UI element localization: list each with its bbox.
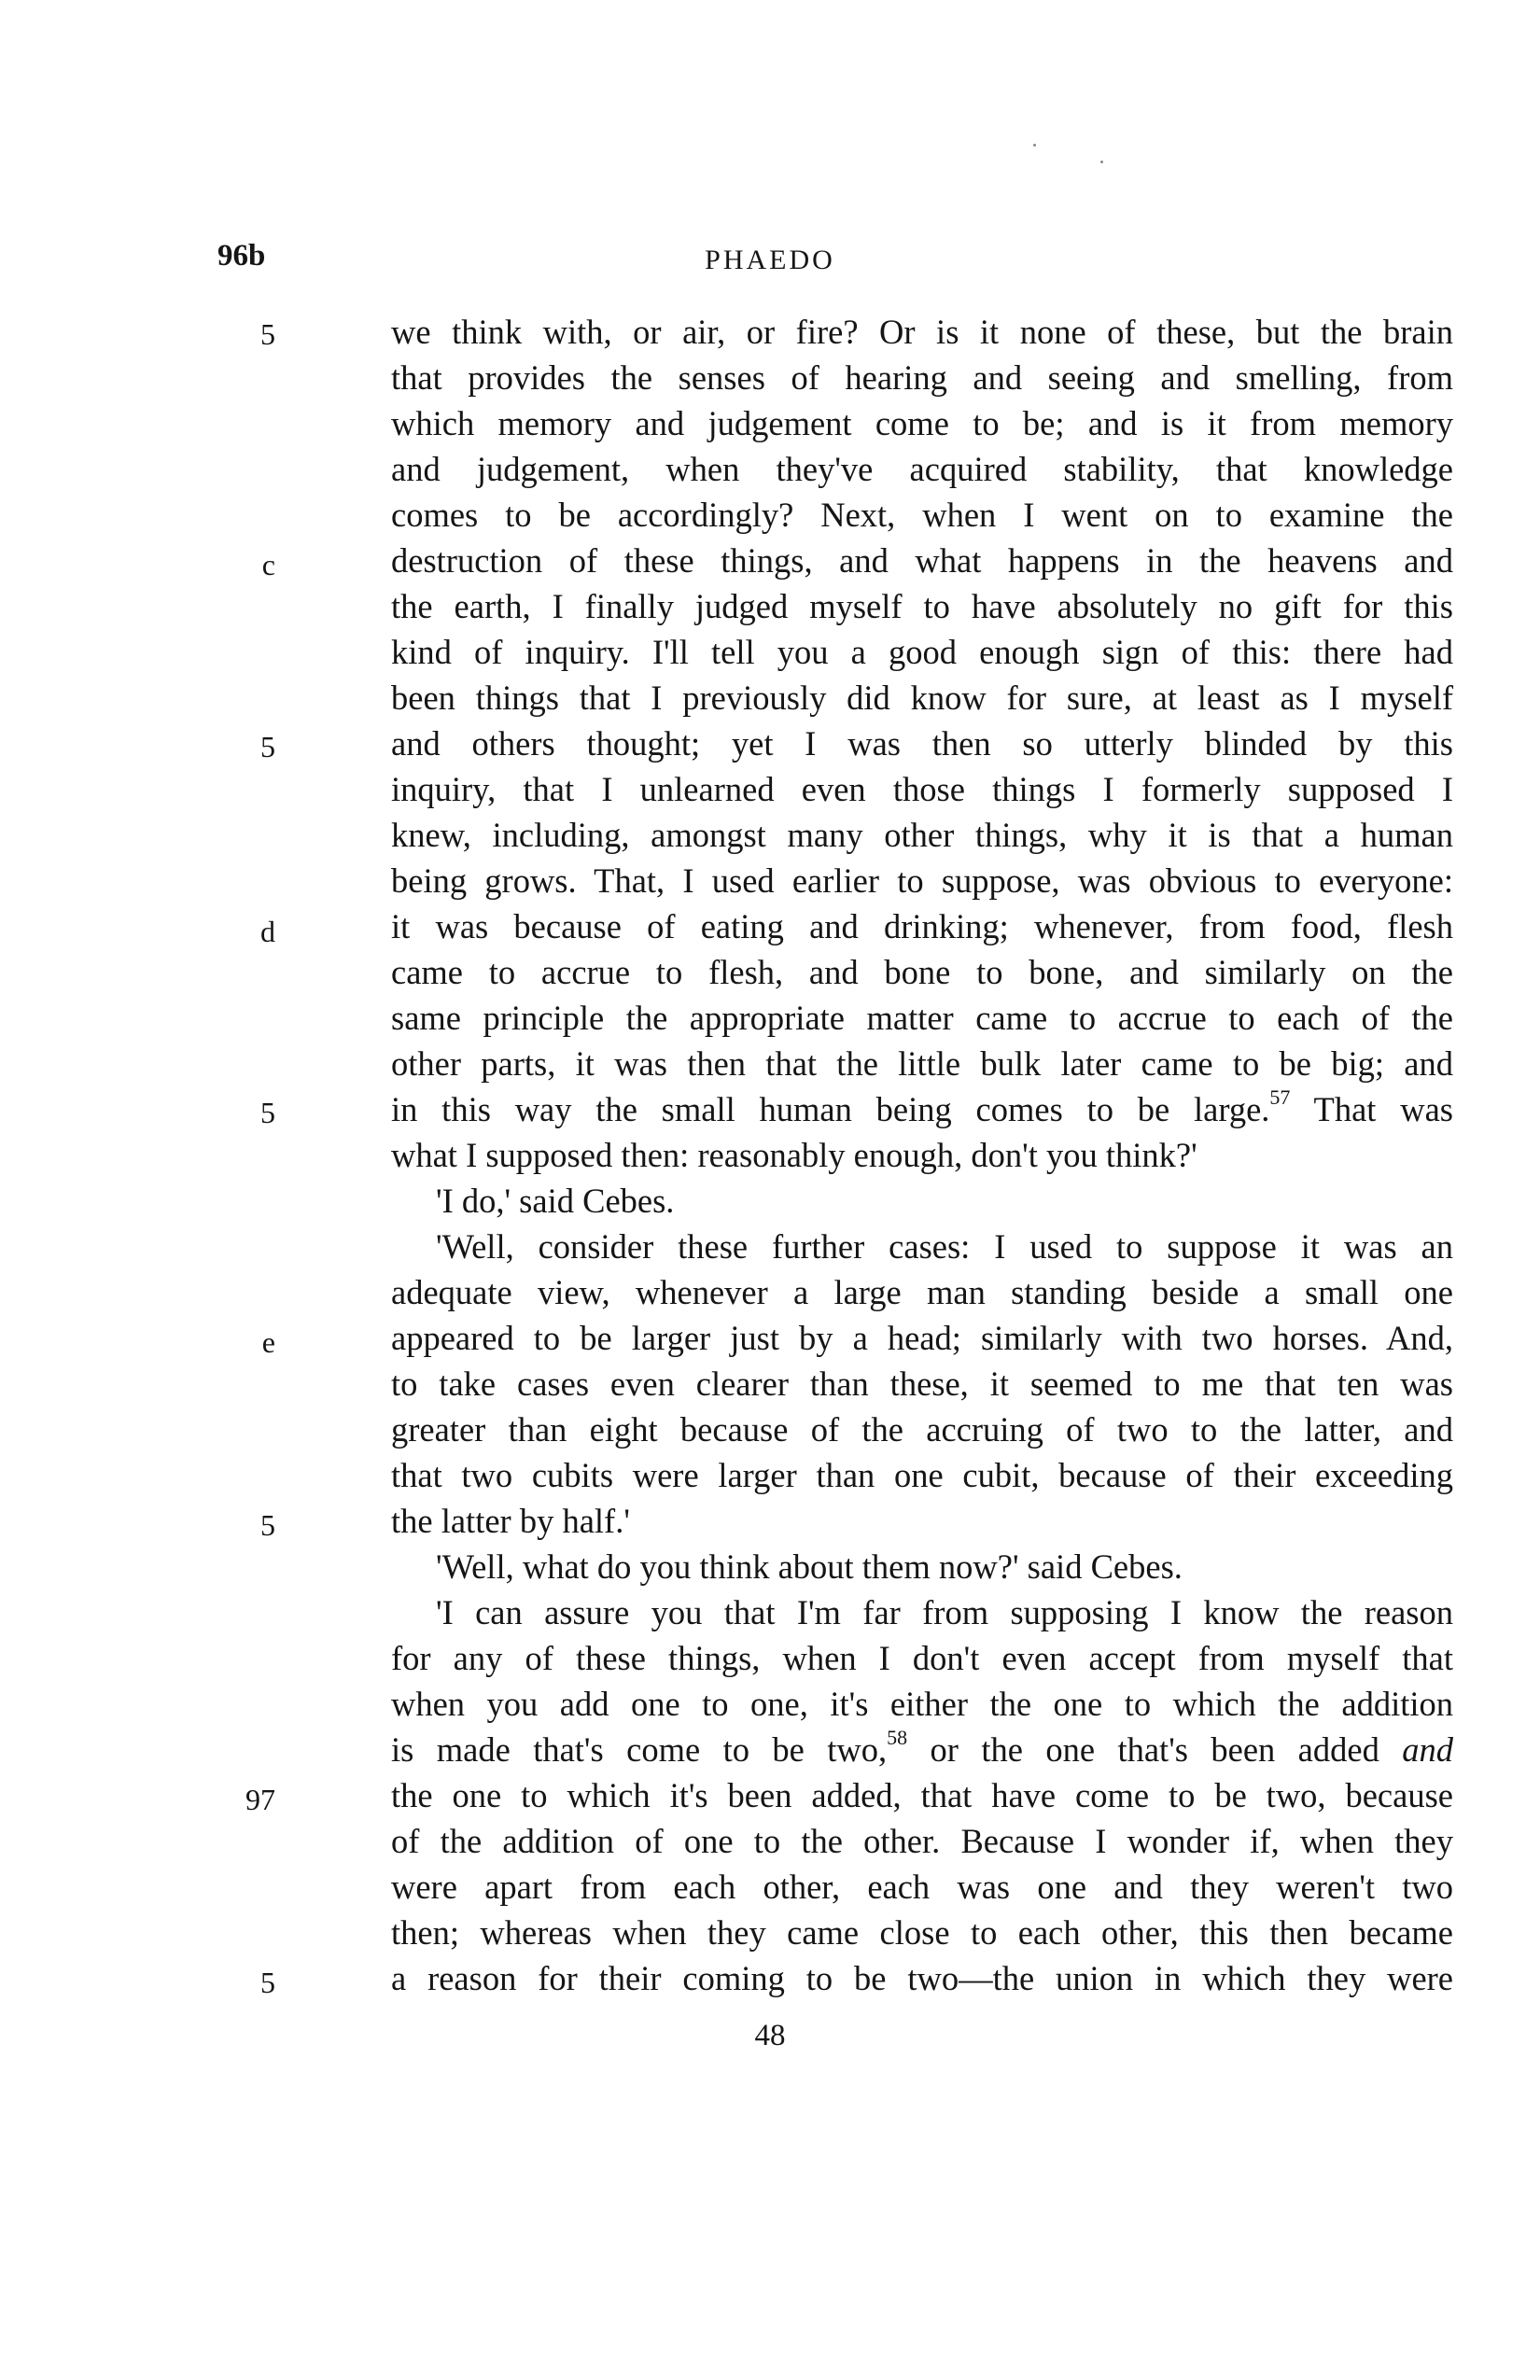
margin-marker: e [261,1325,275,1359]
text-line: were apart from each other, each was one and they weren't two [391,1868,1453,1906]
text-line: and judgement, when they've acquired stability, that knowledge [391,450,1453,488]
text-line: of the addition of one to the other. Because I wonder if, when they [391,1822,1453,1860]
text-line: greater than eight because of the accruing of two to the latter, and [391,1410,1453,1449]
text-line: a reason for their coming to be two—the union in which they were [391,1959,1453,1997]
text-line: adequate view, whenever a large man standing beside a small one [391,1273,1453,1311]
text-line: it was because of eating and drinking; whenever, from food, flesh [391,907,1453,945]
text-line: 'Well, what do you think about them now?' said Cebes. [436,1547,1183,1586]
text-line: came to accrue to flesh, and bone to bone, and similarly on the [391,953,1453,991]
footnote-marker: 57 [1269,1085,1291,1109]
text-line: knew, including, amongst many other things, why it is that a human [391,816,1453,854]
text-line: what I supposed then: reasonably enough, don't you think?' [391,1136,1197,1174]
page-number: 48 [754,2019,786,2052]
running-title: PHAEDO [705,245,835,275]
text-segment: in this way the small human being comes to be large. [391,1090,1270,1128]
text-line: appeared to be larger just by a head; similarly with two horses. And, [391,1319,1453,1357]
text-line: same principle the appropriate matter came to accrue to each of the [391,999,1453,1037]
margin-marker: 5 [260,1966,275,1999]
text-line: the one to which it's been added, that have come to be two, because [391,1776,1453,1814]
scan-speck [1100,161,1103,163]
text-line: which memory and judgement come to be; and is it from memory [391,404,1453,442]
text-line: and others thought; yet I was then so utterly blinded by this [391,724,1453,763]
scan-speck [1033,144,1036,147]
text-segment: is made that's come to be two, [391,1730,888,1769]
text-segment: That was [1290,1090,1453,1128]
footnote-marker: 58 [887,1726,908,1749]
margin-marker: 5 [260,1096,275,1129]
text-line: that two cubits were larger than one cubit, because of their exceeding [391,1456,1453,1494]
text-line: the latter by half.' [391,1502,630,1540]
text-line: comes to be accordingly? Next, when I went on to examine the [391,496,1453,534]
text-line: kind of inquiry. I'll tell you a good enough sign of this: there had [391,633,1453,671]
text-line: to take cases even clearer than these, it seemed to me that ten was [391,1365,1453,1403]
text-line: 'Well, consider these further cases: I used to suppose it was an [436,1227,1453,1266]
text-line: destruction of these things, and what happens in the heavens and [391,541,1453,580]
section-reference: 96b [217,239,266,273]
text-line: inquiry, that I unlearned even those things I formerly supposed I [391,770,1453,808]
text-segment: or the one that's been added [907,1730,1403,1769]
text-line: that provides the senses of hearing and seeing and smelling, from [391,358,1453,397]
text-line: the earth, I finally judged myself to have absolutely no gift for this [391,587,1453,625]
text-line: when you add one to one, it's either the one to which the addition [391,1685,1453,1723]
text-line [391,1085,1453,1128]
margin-marker: d [260,915,275,948]
text-line: then; whereas when they came close to each other, this then became [391,1913,1453,1952]
text-line: been things that I previously did know for sure, at least as I myself [391,679,1453,717]
text-line: we think with, or air, or fire? Or is it none of these, but the brain [391,313,1453,351]
text-line [391,1726,1453,1769]
text-line: being grows. That, I used earlier to suppose, was obvious to everyone: [391,861,1453,900]
margin-marker: 5 [260,730,275,763]
text-line: other parts, it was then that the little bulk later came to be big; and [391,1044,1453,1083]
text-line: for any of these things, when I don't even accept from myself that [391,1639,1453,1677]
text-line: 'I do,' said Cebes. [436,1182,675,1220]
margin-marker: c [261,548,275,581]
text-line: 'I can assure you that I'm far from supposing I know the reason [436,1593,1453,1631]
margin-marker: 5 [260,317,275,351]
emphasis-text: and [1402,1730,1453,1769]
margin-marker: 5 [260,1508,275,1542]
margin-marker: 97 [245,1783,275,1816]
